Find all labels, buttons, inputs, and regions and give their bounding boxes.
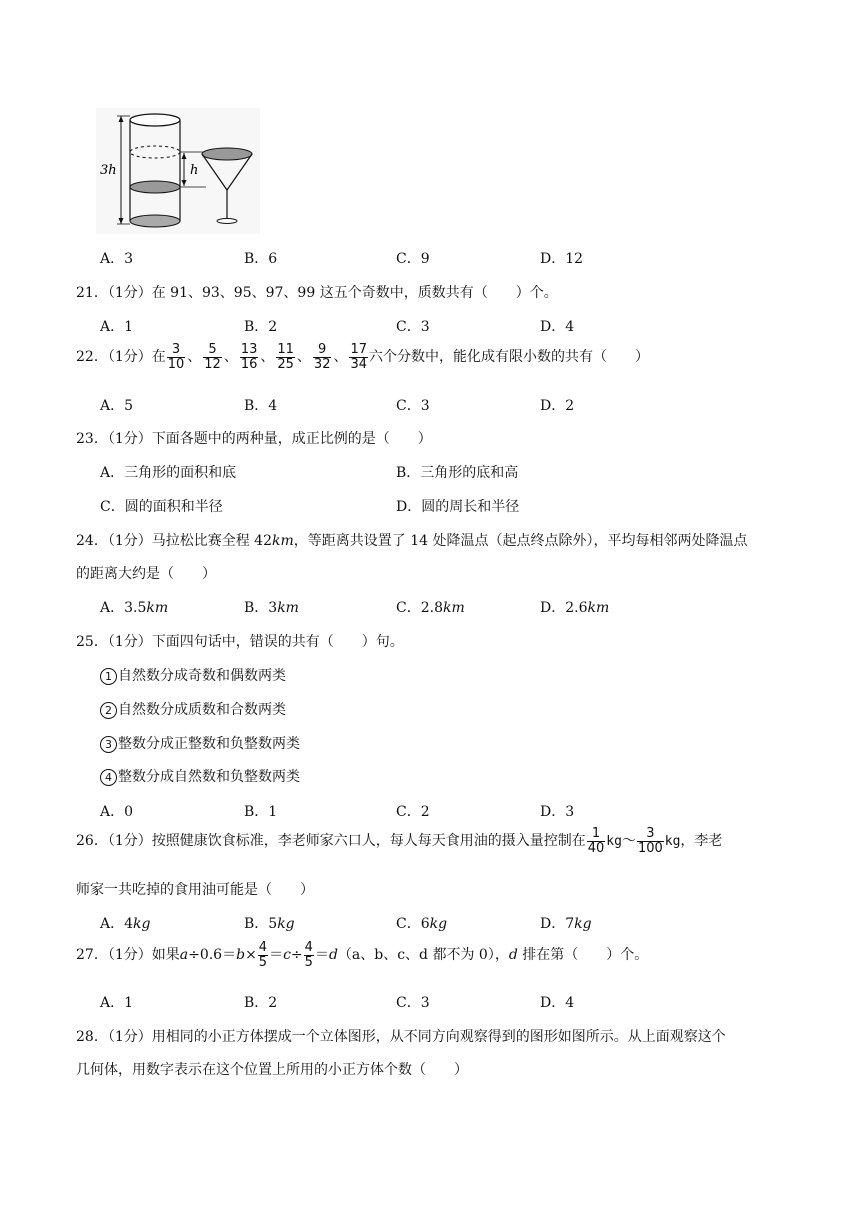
q25-option-a: A．0 (100, 804, 134, 820)
q21-option-c: C．3 (396, 319, 430, 335)
q22-fraction: $\frac{9}{32}$ (313, 342, 331, 372)
q26-line2: 师家一共吃掉的食用油可能是（ ） (76, 882, 314, 898)
q27-fraction: $\frac{4}{5}$ (258, 940, 268, 970)
q22-prefix: 22．（1分）在 (76, 349, 166, 366)
q24-line2: 的距离大约是（ ） (76, 566, 216, 582)
label-3h: 3h (100, 163, 117, 178)
q22-option-b: B．4 (244, 398, 278, 414)
q27-fraction: $\frac{4}{5}$ (304, 940, 313, 970)
q26-option-b: B．5kg (244, 916, 295, 932)
q21-text: 21．（1分）在 91、93、95、97、99 这五个奇数中，质数共有（ ）个。 (76, 285, 558, 301)
q20-option-a: A．3 (100, 251, 134, 267)
cylinder-cone-figure (96, 108, 260, 234)
q25-statement: 3 整数分成正整数和负整数两类 (100, 733, 300, 753)
q21-option-b: B．2 (244, 319, 278, 335)
q23-option-c: C．圆的面积和半径 (100, 499, 223, 515)
q25-option-b: B．1 (244, 804, 278, 820)
q24-option-d: D．2.6km (540, 600, 610, 616)
q26-fraction-min: $\frac{1}{40}$ (587, 826, 605, 856)
q22-fraction: $\frac{13}{16}$ (240, 342, 258, 372)
q26-line1: 26．（1分）按照健康饮食标准，李老师家六口人，每人每天食用油的摄入量控制在 $\frac{1}{40}$ kg～ $\frac{3}{100}$ kg，李老 (76, 826, 723, 856)
q22-fraction: $\frac{17}{34}$ (350, 342, 368, 372)
q26-option-d: D．7kg (540, 916, 592, 932)
label-h: h (190, 163, 199, 178)
q25-text: 25．（1分）下面四句话中，错误的共有（ ）句。 (76, 634, 404, 650)
q25-option-d: D．3 (540, 804, 575, 820)
q24-option-b: B．3km (244, 600, 299, 616)
q25-statement: 2 自然数分成质数和合数两类 (100, 699, 286, 719)
q27-option-c: C．3 (396, 995, 430, 1011)
q21-option-d: D．4 (540, 319, 575, 335)
q22-option-a: A．5 (100, 398, 134, 414)
q28-line1: 28．（1分）用相同的小正方体摆成一个立体图形，从不同方向观察得到的图形如图所示。从上面观察这个 (76, 1029, 726, 1045)
q26-option-a: A．4kg (100, 916, 151, 932)
q20-option-b: B．6 (244, 251, 278, 267)
q26-fraction-max: $\frac{3}{100}$ (637, 826, 663, 856)
q22-text: 22．（1分）在 $\frac{3}{10}$ 、 $\frac{5}{12}$ 、 $\frac{13}{16}$ 、 $\frac{11}{25}$ 、 $\frac{9}{32}$ 、 $\frac{17}{34}$ 六个分数中，能化成有限小数的共有（ ） (76, 342, 650, 372)
q27-option-a: A．1 (100, 995, 134, 1011)
q27-option-d: D．4 (540, 995, 575, 1011)
q22-suffix: 六个分数中，能化成有限小数的共有（ ） (369, 349, 650, 366)
q22-fraction: $\frac{3}{10}$ (167, 342, 185, 372)
q20-option-c: C．9 (396, 251, 430, 267)
q25-statement: 1 自然数分成奇数和偶数两类 (100, 665, 286, 685)
q24-option-c: C．2.8km (396, 600, 465, 616)
q25-statement: 4 整数分成自然数和负整数两类 (100, 766, 300, 786)
q22-fraction: $\frac{5}{12}$ (204, 342, 221, 372)
q22-option-d: D．2 (540, 398, 575, 414)
q20-option-d: D．12 (540, 251, 584, 267)
q22-fraction: $\frac{11}{25}$ (277, 342, 294, 372)
q21-option-a: A．1 (100, 319, 134, 335)
q23-option-b: B．三角形的底和高 (396, 465, 519, 481)
q27-option-b: B．2 (244, 995, 278, 1011)
q22-option-c: C．3 (396, 398, 430, 414)
q23-text: 23．（1分）下面各题中的两种量，成正比例的是（ ） (76, 431, 432, 447)
q24-option-a: A．3.5km (100, 600, 169, 616)
q24-line1: 24．（1分）马拉松比赛全程 42km，等距离共设置了 14 处降温点（起点终点除外），平均每相邻两处降温点 (76, 533, 748, 549)
q23-option-d: D．圆的周长和半径 (396, 499, 520, 515)
q28-line2: 几何体，用数字表示在这个位置上所用的小正方体个数（ ） (76, 1062, 468, 1078)
q25-option-c: C．2 (396, 804, 430, 820)
q23-option-a: A．三角形的面积和底 (100, 465, 237, 481)
q26-option-c: C．6kg (396, 916, 448, 932)
q27-text: 27．（1分）如果a÷0.6＝b× $\frac{4}{5}$ ＝c÷ $\frac{4}{5}$ ＝d（a、b、c、d 都不为 0），d 排在第（ ）个。 (76, 940, 649, 970)
